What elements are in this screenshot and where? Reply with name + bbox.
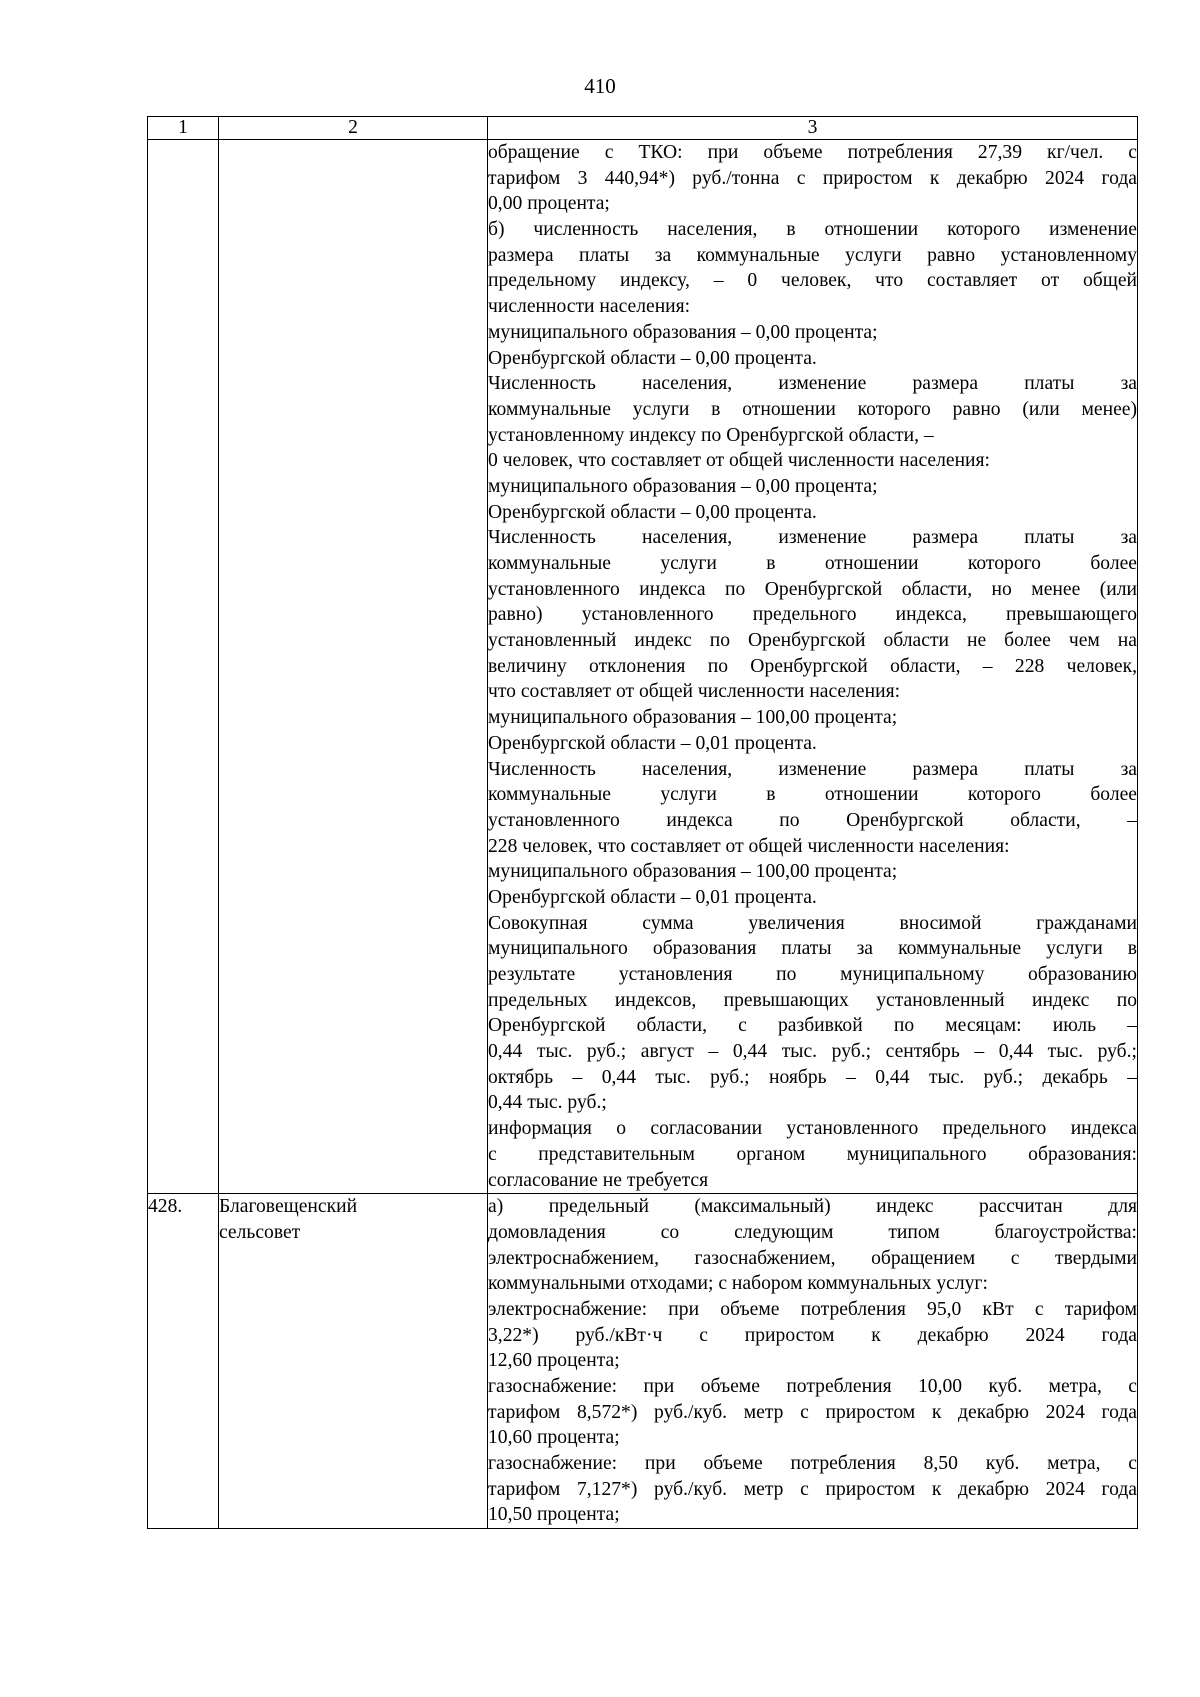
continuation-row xyxy=(148,140,1138,1194)
text-line: октябрь – 0,44 тыс. руб.; ноябрь – 0,44 тыс. руб.; декабрь – xyxy=(488,1066,1137,1088)
text-line: Численность населения, изменение размера платы за xyxy=(488,373,1137,395)
text-line: установленный индекс по Оренбургской области не более чем на xyxy=(488,630,1137,652)
text-line: муниципального образования – 100,00 процента; xyxy=(488,707,898,729)
text-line: 0 человек, что составляет от общей численности населения: xyxy=(488,450,991,472)
text-line: Численность населения, изменение размера платы за xyxy=(488,527,1137,549)
text-line: Оренбургской области – 0,00 процента. xyxy=(488,347,817,369)
entry-name-line: сельсовет xyxy=(219,1221,301,1243)
text-line: величину отклонения по Оренбургской области, – 228 человек, xyxy=(488,655,1137,677)
text-line: домовладения со следующим типом благоустройства: xyxy=(488,1221,1137,1243)
entry-row-428 xyxy=(148,1194,1138,1529)
text-line: электроснабжением, газоснабжением, обращением с твердыми xyxy=(488,1247,1137,1269)
text-line: с представительным органом муниципального образования: xyxy=(488,1143,1137,1165)
text-line: размера платы за коммунальные услуги равно установленному xyxy=(488,244,1137,266)
text-line: установленному индексу по Оренбургской области, – xyxy=(488,424,934,446)
text-line: численности населения: xyxy=(488,296,691,318)
text-line: равно) установленного предельного индекса, превышающего xyxy=(488,604,1137,626)
table-header-row xyxy=(148,117,1138,140)
text-line: 10,60 процента; xyxy=(488,1427,620,1449)
entry-number: 428. xyxy=(148,1194,219,1529)
text-line: электроснабжение: при объеме потребления 95,0 кВт с тарифом xyxy=(488,1298,1137,1320)
continuation-number-cell xyxy=(148,140,219,1194)
text-line: предельному индексу, – 0 человек, что составляет от общей xyxy=(488,270,1137,292)
text-line: что составляет от общей численности населения: xyxy=(488,681,901,703)
text-line: Оренбургской области – 0,00 процента. xyxy=(488,501,817,523)
text-line: газоснабжение: при объеме потребления 10,00 куб. метра, с xyxy=(488,1376,1137,1397)
text-line: Оренбургской области – 0,01 процента. xyxy=(488,886,817,908)
text-line: 0,44 тыс. руб.; xyxy=(488,1092,607,1114)
text-line: Совокупная сумма увеличения вносимой гражданами xyxy=(488,912,1137,934)
text-line: Оренбургской области, с разбивкой по месяцам: июль – xyxy=(488,1015,1137,1037)
text-line: тарифом 7,127*) руб./куб. метр с приростом к декабрю 2024 года xyxy=(488,1478,1137,1500)
continuation-content-cell xyxy=(488,140,1138,1194)
text-line: муниципального образования – 100,00 процента; xyxy=(488,861,898,883)
text-line: 0,00 процента; xyxy=(488,193,610,215)
text-line: 3,22*) руб./кВт·ч с приростом к декабрю 2024 года xyxy=(488,1324,1137,1346)
text-line: Оренбургской области – 0,01 процента. xyxy=(488,732,817,754)
entry-name-line: Благовещенский xyxy=(219,1196,358,1218)
header-col-2: 2 xyxy=(219,117,488,140)
text-line: 12,60 процента; xyxy=(488,1350,620,1372)
continuation-name-cell xyxy=(219,140,488,1194)
text-line: коммунальные услуги в отношении которого равно (или менее) xyxy=(488,398,1137,420)
text-line: Численность населения, изменение размера платы за xyxy=(488,758,1137,780)
text-line: б) численность населения, в отношении которого изменение xyxy=(488,219,1137,241)
text-line: информация о согласовании установленного предельного индекса xyxy=(488,1118,1137,1140)
text-line: муниципального образования – 0,00 процента; xyxy=(488,475,878,497)
text-line: муниципального образования – 0,00 процента; xyxy=(488,321,878,343)
text-line: 10,50 процента; xyxy=(488,1504,620,1526)
text-line: а) предельный (максимальный) индекс рассчитан для xyxy=(488,1196,1137,1218)
text-line: обращение с ТКО: при объеме потребления 27,39 кг/чел. с xyxy=(488,142,1137,163)
text-line: муниципального образования платы за коммунальные услуги в xyxy=(488,938,1137,960)
header-col-1: 1 xyxy=(148,117,219,140)
text-line: предельных индексов, превышающих установленный индекс по xyxy=(488,989,1137,1011)
text-line: установленного индекса по Оренбургской области, – xyxy=(488,809,1137,831)
header-col-3: 3 xyxy=(488,117,1138,140)
text-line: коммунальными отходами; с набором коммунальных услуг: xyxy=(488,1273,988,1295)
text-line: 228 человек, что составляет от общей численности населения: xyxy=(488,835,1010,857)
text-line: тарифом 3 440,94*) руб./тонна с приростом к декабрю 2024 года xyxy=(488,167,1137,189)
entry-name xyxy=(219,1194,488,1529)
document-table xyxy=(147,116,1138,1529)
text-line: установленного индекса по Оренбургской области, но менее (или xyxy=(488,578,1137,600)
text-line: согласование не требуется xyxy=(488,1169,709,1191)
text-line: результате установления по муниципальному образованию xyxy=(488,964,1137,985)
text-line: тарифом 8,572*) руб./куб. метр с приростом к декабрю 2024 года xyxy=(488,1401,1137,1423)
text-line: газоснабжение: при объеме потребления 8,50 куб. метра, с xyxy=(488,1453,1137,1475)
entry-content-cell xyxy=(488,1194,1138,1529)
text-line: коммунальные услуги в отношении которого более xyxy=(488,784,1137,806)
text-line: 0,44 тыс. руб.; август – 0,44 тыс. руб.; сентябрь – 0,44 тыс. руб.; xyxy=(488,1041,1137,1063)
page-number: 410 xyxy=(584,74,616,98)
text-line: коммунальные услуги в отношении которого более xyxy=(488,553,1137,574)
